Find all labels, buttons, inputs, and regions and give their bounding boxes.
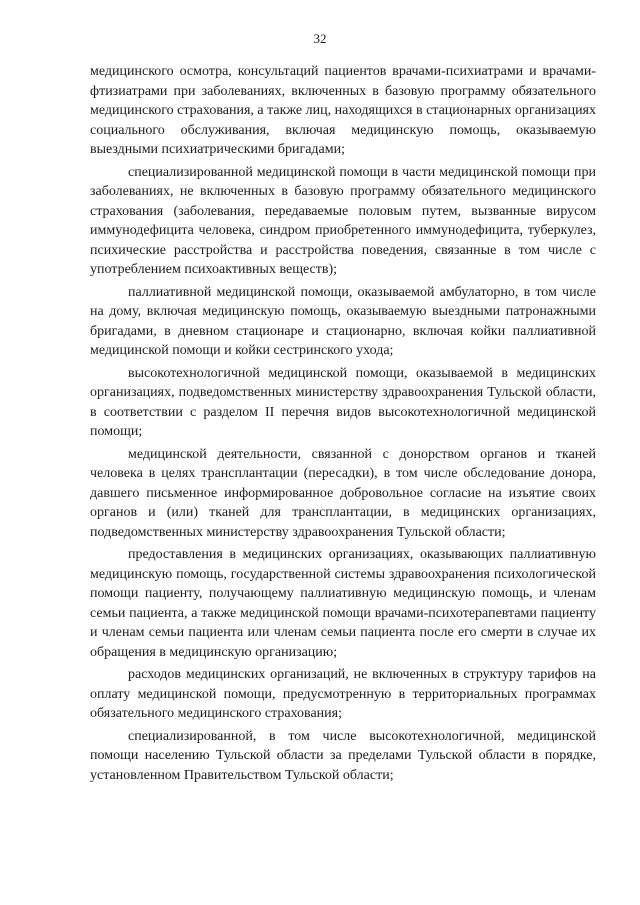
paragraph-organ-donation: медицинской деятельности, связанной с донорством органов и тканей человека в целях трансплантации (пересадки), в том числе обследование донора, давшего письменное информированное добровольное согласие на изъятие своих органов и (или) тканей для трансплантации, в медицинских организациях, подведомственных министерству здравоохранения Тульской области; — [90, 446, 596, 540]
page-number: 32 — [313, 31, 327, 46]
paragraph-palliative-care: паллиативной медицинской помощи, оказываемой амбулаторно, в том числе на дому, включая медицинскую помощь, оказываемую выездными патронажными бригадами, в дневном стационаре и стационарно, включая койки паллиативной медицинской помощи и койки сестринского ухода; — [90, 284, 596, 358]
paragraph-specialized-care: специализированной медицинской помощи в части медицинской помощи при заболеваниях, не включенных в базовую программу обязательного медицинского страхования (заболевания, передаваемые половым путем, вызванные вирусом иммунодефицита человека, синдром приобретенного иммунодефицита, туберкулез, психические расстройства и расстройства поведения, связанные в том числе с употреблением психоактивных веществ); — [90, 164, 596, 277]
paragraph-medical-examination: медицинского осмотра, консультаций пациентов врачами-психиатрами и врачами-фтизиатрами при заболеваниях, включенных в базовую программу обязательного медицинского страхования, а также лиц, находящихся в стационарных организациях социального обслуживания, включая медицинскую помощь, оказываемую выездными психиатрическими бригадами; — [90, 64, 596, 157]
paragraph-care-outside-region: специализированной, в том числе высокотехнологичной, медицинской помощи населению Тульской области за пределами Тульской области в порядке, установленном Правительством Тульской области; — [90, 728, 596, 783]
paragraph-high-tech-care: высокотехнологичной медицинской помощи, оказываемой в медицинских организациях, подведомственных министерству здравоохранения Тульской области, в соответствии с разделом II перечня видов высокотехнологичной медицинской помощи; — [90, 365, 596, 439]
paragraph-organization-expenses: расходов медицинских организаций, не включенных в структуру тарифов на оплату медицинской помощи, предусмотренную в территориальных программах обязательного медицинского страхования; — [90, 667, 596, 721]
document-body — [90, 62, 596, 785]
paragraph-psychological-help: предоставления в медицинских организациях, оказывающих паллиативную медицинскую помощь, государственной системы здравоохранения психологической помощи пациенту, получающему паллиативную медицинскую помощь, и членам семьи пациента, а также медицинской помощи врачами-психотерапевтами пациенту и членам семьи пациента или членам семьи пациента после его смерти в случае их обращения в медицинскую организацию; — [90, 547, 596, 660]
